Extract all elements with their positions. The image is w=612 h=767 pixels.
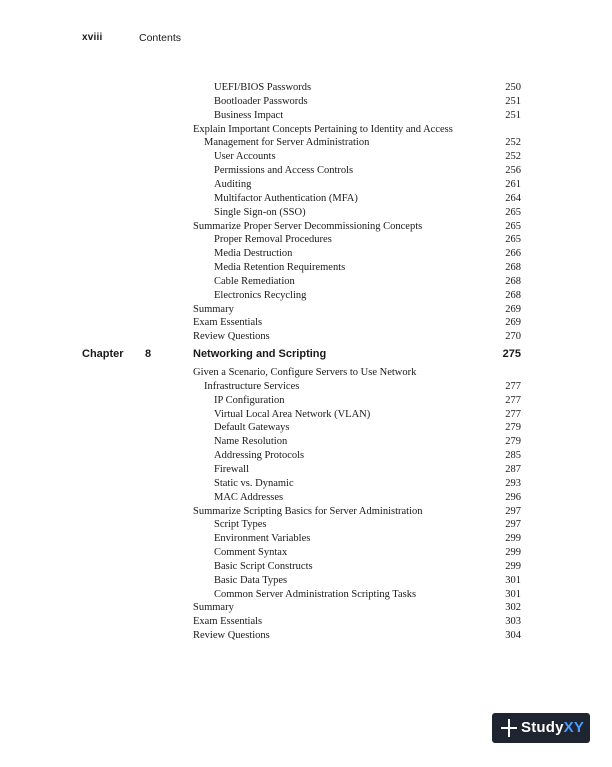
- chapter-label: Chapter: [82, 348, 124, 360]
- toc-entry: [0, 81, 612, 95]
- toc-entry: [0, 394, 612, 408]
- studyxy-watermark: [492, 713, 590, 743]
- toc-entry: [0, 574, 612, 588]
- watermark-brand: StudyXY: [521, 719, 585, 736]
- toc-entry: [0, 601, 612, 615]
- toc-entry: [0, 150, 612, 164]
- toc-entry-title: Addressing Protocols: [214, 450, 305, 462]
- toc-entry-title: Environment Variables: [214, 533, 311, 545]
- toc-entry-title: UEFI/BIOS Passwords: [214, 82, 312, 93]
- toc-entry-page: 252: [505, 151, 521, 163]
- toc-entry: [0, 449, 612, 463]
- toc-entry-title: Single Sign-on (SSO): [214, 206, 306, 218]
- toc-entry-title: MAC Addresses: [214, 491, 284, 503]
- toc-entry-page: 269: [505, 303, 521, 315]
- toc-entry-title: Script Types: [214, 519, 267, 531]
- toc-entry-title: Review Questions: [193, 331, 270, 343]
- toc-entry: [0, 435, 612, 449]
- toc-entry-title: Basic Script Constructs: [214, 560, 313, 572]
- toc-entry: [0, 164, 612, 178]
- toc-entry-title: Media Destruction: [214, 248, 293, 260]
- toc-entry-title: Bootloader Passwords: [214, 95, 308, 107]
- toc-entry: [0, 178, 612, 192]
- toc-entry-title: Cable Remediation: [214, 275, 295, 287]
- page-number: xviii: [82, 32, 103, 43]
- plus-icon: [501, 717, 517, 739]
- toc-entry: [0, 532, 612, 546]
- toc-entry: [0, 421, 612, 435]
- chapter-title: Networking and Scripting: [193, 348, 327, 360]
- toc-entry-page: 256: [505, 165, 521, 177]
- toc-entry: [0, 615, 612, 629]
- toc-entry: [0, 206, 612, 220]
- toc-entry-title: Firewall: [214, 463, 249, 475]
- toc-entry: [0, 261, 612, 275]
- toc-entry-page: 251: [505, 95, 521, 107]
- toc-entry-title: Review Questions: [193, 630, 270, 642]
- toc-entry-page: 270: [505, 331, 521, 343]
- chapter-page: 275: [502, 348, 521, 360]
- toc-entry: [0, 408, 612, 422]
- toc-entry: [0, 289, 612, 303]
- toc-entry: [0, 505, 612, 519]
- toc-entry-page: 264: [505, 192, 521, 204]
- toc-entry: [0, 588, 612, 602]
- toc-entry: [0, 518, 612, 532]
- toc-entry-page: 265: [505, 206, 521, 218]
- toc-entry-page: 261: [505, 178, 521, 190]
- toc-entry-title: Exam Essentials: [193, 317, 263, 329]
- toc-entry-title: Electronics Recycling: [214, 289, 307, 301]
- toc-entry-title: Management for Server Administration: [204, 137, 370, 149]
- toc-entry-page: 279: [505, 436, 521, 448]
- toc-entry: [0, 330, 612, 344]
- toc-entry-page: 299: [505, 560, 521, 572]
- toc-entry-title: Virtual Local Area Network (VLAN): [214, 408, 371, 420]
- toc-entry-page: 299: [505, 547, 521, 559]
- toc-entry-title: Explain Important Concepts Pertaining to Identity and Access: [193, 123, 453, 135]
- toc-entry-page: 277: [505, 380, 521, 392]
- toc-entry-title: Permissions and Access Controls: [214, 165, 354, 177]
- toc-entry-page: 277: [505, 394, 521, 406]
- toc-entry: [0, 109, 612, 123]
- toc-entry-page: 287: [505, 463, 521, 475]
- toc-entry-page: 268: [505, 262, 521, 274]
- toc-entry-page: 297: [505, 505, 521, 517]
- toc-entry: [0, 303, 612, 317]
- toc-entry: [0, 220, 612, 234]
- toc-entry-title: User Accounts: [214, 151, 276, 163]
- toc-entry-page: 299: [505, 533, 521, 545]
- toc-entry-page: 293: [505, 477, 521, 489]
- toc-entry-title: Infrastructure Services: [204, 380, 300, 392]
- toc-entry-title: Media Retention Requirements: [214, 262, 346, 274]
- toc-entry: [0, 491, 612, 505]
- toc-entry-page: 304: [505, 630, 521, 642]
- toc-entry-page: 251: [505, 109, 521, 121]
- toc-entry: [0, 192, 612, 206]
- toc-entry: [0, 275, 612, 289]
- toc-entry-page: 297: [505, 519, 521, 531]
- chapter-heading: [0, 346, 612, 362]
- toc-entry-title: Proper Removal Procedures: [214, 234, 332, 246]
- toc-entry-page: 265: [505, 220, 521, 232]
- toc-entry-page: 252: [505, 137, 521, 149]
- toc-entry: [0, 233, 612, 247]
- toc-entry: [0, 560, 612, 574]
- toc-entry-title: Multifactor Authentication (MFA): [214, 192, 358, 204]
- toc-entry-page: 285: [505, 450, 521, 462]
- toc-entry-title: Given a Scenario, Configure Servers to Use Network: [193, 367, 417, 378]
- toc-entry-page: 279: [505, 422, 521, 434]
- toc-entry-title: Summarize Proper Server Decommissioning Concepts: [193, 220, 423, 232]
- toc-entry-title: Comment Syntax: [214, 547, 288, 559]
- toc-entry-page: 250: [505, 82, 521, 93]
- toc-entry: [0, 136, 612, 150]
- toc-entry-page: 302: [505, 602, 521, 614]
- toc-entry-page: 265: [505, 234, 521, 246]
- running-header: Contents: [139, 32, 182, 44]
- chapter-number: 8: [145, 348, 152, 360]
- toc-entry-title: Summary: [193, 303, 234, 315]
- toc-entry-title: Auditing: [214, 178, 252, 190]
- toc-entry: [0, 247, 612, 261]
- toc-entry-title: Basic Data Types: [214, 574, 288, 586]
- toc-entry: [0, 366, 612, 380]
- toc-entry-title: Common Server Administration Scripting Tasks: [214, 588, 417, 600]
- toc-entry: [0, 123, 612, 137]
- toc-entry: [0, 380, 612, 394]
- toc-entry-title: Name Resolution: [214, 436, 288, 448]
- toc-entry-page: 268: [505, 275, 521, 287]
- toc-entry-page: 303: [505, 616, 521, 628]
- toc-entry-page: 277: [505, 408, 521, 420]
- toc-entry-title: Business Impact: [214, 109, 284, 121]
- toc-entry: [0, 463, 612, 477]
- toc-entry-title: Summary: [193, 602, 234, 614]
- toc-entry-title: Default Gateways: [214, 422, 290, 434]
- toc-entry-page: 301: [505, 574, 521, 586]
- toc-entry-page: 268: [505, 289, 521, 301]
- toc-entry: [0, 546, 612, 560]
- toc-entry-page: 301: [505, 588, 521, 600]
- toc-entry: [0, 95, 612, 109]
- toc-entry-page: 266: [505, 248, 521, 260]
- toc-entry-title: Static vs. Dynamic: [214, 477, 294, 489]
- toc-entry: [0, 629, 612, 643]
- toc-entry-title: IP Configuration: [214, 394, 285, 406]
- toc-entry-page: 269: [505, 317, 521, 329]
- toc-entry: [0, 316, 612, 330]
- toc-entry-title: Exam Essentials: [193, 616, 263, 628]
- toc-entry: [0, 477, 612, 491]
- toc-entry-title: Summarize Scripting Basics for Server Administration: [193, 505, 423, 517]
- toc-entry-page: 296: [505, 491, 521, 503]
